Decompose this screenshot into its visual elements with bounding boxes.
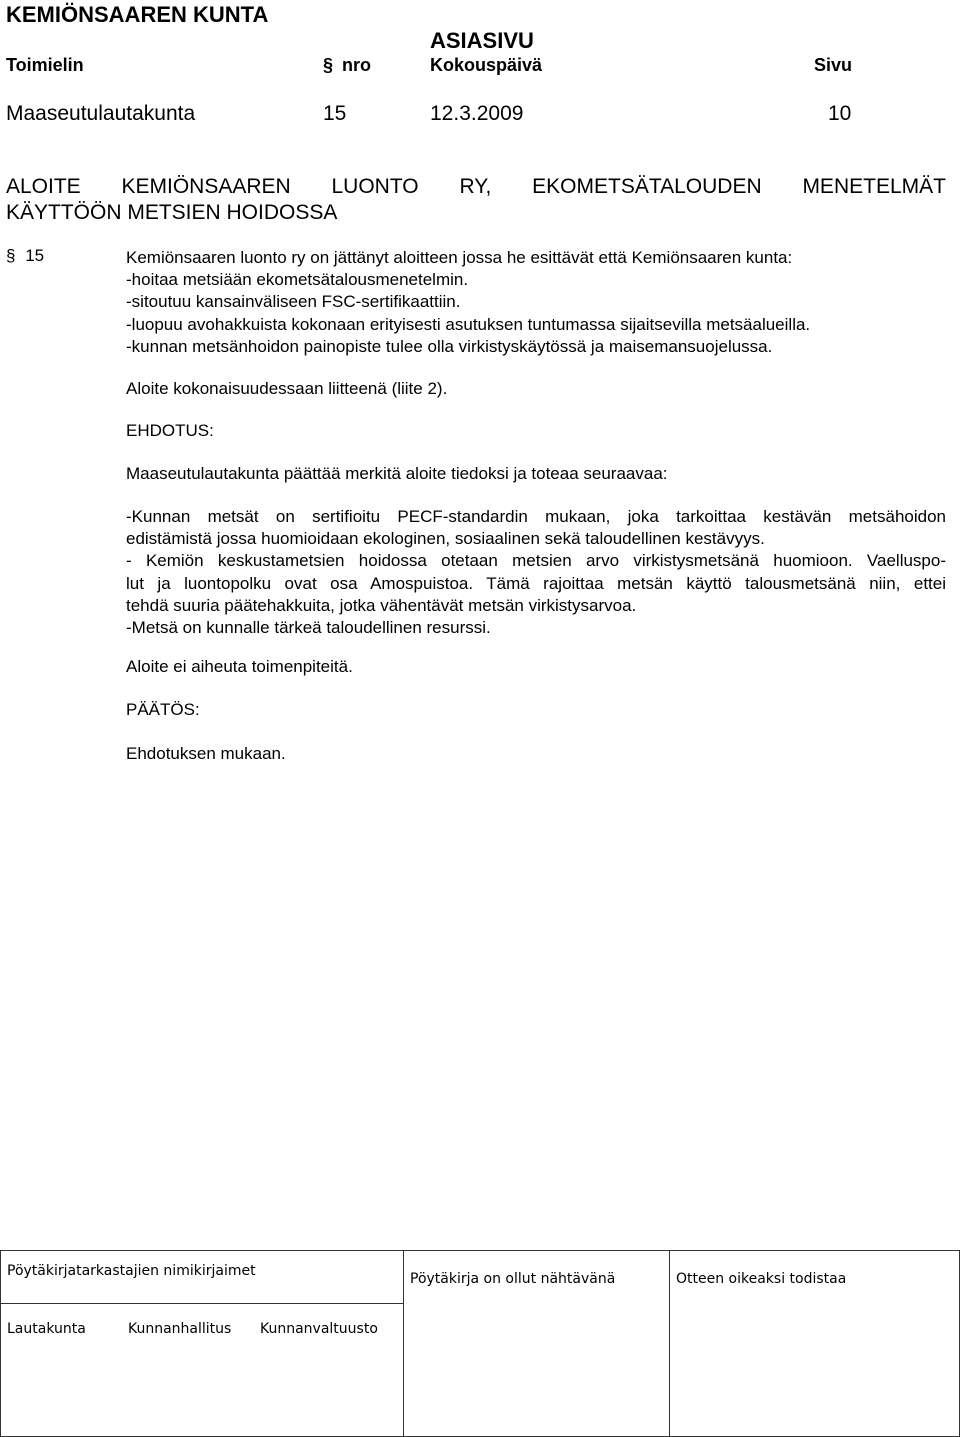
title-word: KEMIÖNSAAREN: [121, 175, 291, 198]
intro-line: -hoitaa metsiään ekometsätalousmenetelmin.: [126, 270, 469, 290]
proposal-point-line: tehdä suuria päätehakkuita, jotka vähentävät metsän virkistysarvoa.: [126, 595, 637, 615]
title-line-2: KÄYTTÖÖN METSIEN HOIDOSSA: [6, 201, 338, 224]
label-nro-group: [323, 55, 371, 76]
displayed-cell: [404, 1251, 670, 1437]
intro-block: [126, 247, 946, 358]
section-sign-icon: §: [323, 55, 334, 75]
body-kunnanhallitus: Kunnanhallitus: [128, 1321, 232, 1337]
footer-signature-table: [0, 1250, 960, 1437]
proposal-point-line: - Kemiön keskustametsien hoidossa otetaan metsien arvo virkistysmetsänä huomioon. Vaelluspo-: [126, 551, 946, 571]
label-page: Sivu: [814, 55, 853, 75]
displayed-label: Pöytäkirja on ollut nähtävänä: [410, 1271, 616, 1287]
title-line-1: [6, 174, 946, 200]
intro-line: -sitoutuu kansainväliseen FSC-sertifikaattiin.: [126, 292, 461, 312]
proposal-point-line: -Kunnan metsät on sertifioitu PECF-standardin mukaan, joka tarkoittaa kestävän metsähoidon: [126, 507, 946, 526]
title-word: RY,: [459, 175, 492, 198]
attachment-note: Aloite kokonaisuudessaan liitteenä (liite 2).: [126, 379, 448, 398]
proposal-points: [126, 506, 946, 639]
decision-heading: PÄÄTÖS:: [126, 700, 200, 719]
no-action-note: Aloite ei aiheuta toimenpiteitä.: [126, 657, 353, 676]
initials-cell: [1, 1251, 404, 1304]
proposal-point-line: -Metsä on kunnalle tärkeä taloudellinen resurssi.: [126, 618, 491, 638]
title-word: EKOMETSÄTALOUDEN: [532, 175, 762, 198]
proposal-point-line: lut ja luontopolku ovat osa Amospuistoa. Tämä rajoittaa metsän käyttö talousmetsänä niin, ettei: [126, 573, 946, 593]
initials-label: Pöytäkirjatarkastajien nimikirjaimet: [7, 1263, 256, 1279]
proposal-point-line: edistämistä jossa huomioidaan ekologinen, sosiaalinen sekä taloudellinen kestävyys.: [126, 529, 765, 549]
value-body: Maaseutulautakunta: [6, 102, 196, 125]
label-nro: nro: [342, 55, 372, 75]
title-word: ALOITE: [6, 175, 81, 198]
item-title: [6, 174, 946, 226]
certified-cell: [670, 1251, 960, 1437]
body-kunnanvaltuusto: Kunnanvaltuusto: [260, 1321, 378, 1337]
value-date: 12.3.2009: [430, 102, 524, 125]
title-word: MENETELMÄT: [802, 175, 946, 198]
intro-line: Kemiönsaaren luonto ry on jättänyt aloitteen jossa he esittävät että Kemiönsaaren kunta:: [126, 248, 793, 267]
decision-text: Ehdotuksen mukaan.: [126, 744, 286, 763]
label-date: Kokouspäivä: [430, 55, 543, 75]
label-body: Toimielin: [6, 55, 84, 75]
section-sign-icon: §: [6, 246, 16, 265]
document-type: ASIASIVU: [430, 28, 534, 53]
intro-line: -luopuu avohakkuista kokonaan erityisesti asutuksen tuntumassa sijaitsevilla metsäalueilla.: [126, 314, 811, 334]
organization-name: KEMIÖNSAAREN KUNTA: [6, 2, 269, 27]
proposal-heading: EHDOTUS:: [126, 421, 214, 440]
value-nro: 15: [323, 102, 347, 125]
intro-line: -kunnan metsänhoidon painopiste tulee olla virkistyskäytössä ja maisemansuojelussa.: [126, 336, 773, 356]
body-lautakunta: Lautakunta: [7, 1321, 86, 1337]
proposal-intro: Maaseutulautakunta päättää merkitä aloite tiedoksi ja toteaa seuraavaa:: [126, 464, 668, 483]
bodies-cell: [1, 1304, 404, 1437]
title-word: LUONTO: [331, 175, 419, 198]
value-page: 10: [828, 102, 852, 125]
certified-label: Otteen oikeaksi todistaa: [676, 1271, 847, 1287]
section-number: § 15: [6, 246, 45, 265]
